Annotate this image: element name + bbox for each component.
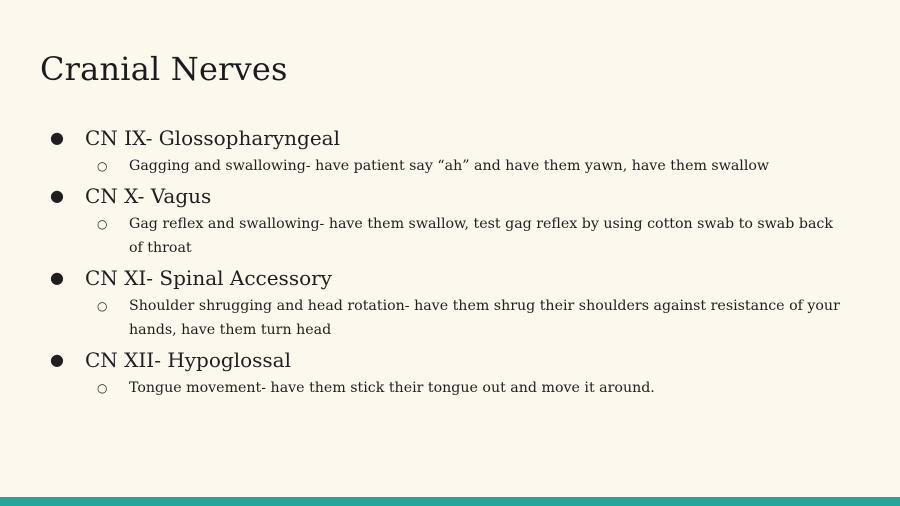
nerve-detail-item xyxy=(0,376,900,400)
nerve-detail: Gagging and swallowing- have patient say “ah” and have them yawn, have them swallow xyxy=(129,158,770,174)
nerve-name: CN XI- Spinal Accessory xyxy=(85,266,332,290)
nerve-detail-item xyxy=(0,154,900,178)
filled-bullet-icon: ● xyxy=(50,268,64,287)
hollow-bullet-icon: ○ xyxy=(97,381,108,395)
nerve-detail-item xyxy=(0,212,900,260)
nerve-detail: Tongue movement- have them stick their tongue out and move it around. xyxy=(129,380,655,396)
bullet-list xyxy=(0,122,900,402)
nerve-detail: Shoulder shrugging and head rotation- have them shrug their shoulders against resistance of your hands, have them turn head xyxy=(129,298,840,338)
nerve-name: CN X- Vagus xyxy=(85,184,212,208)
nerve-item xyxy=(0,262,900,294)
footer-accent-bar xyxy=(0,497,900,506)
nerve-name: CN XII- Hypoglossal xyxy=(85,348,291,372)
slide-title: Cranial Nerves xyxy=(40,50,288,88)
hollow-bullet-icon: ○ xyxy=(97,299,108,313)
nerve-item xyxy=(0,180,900,212)
nerve-detail: Gag reflex and swallowing- have them swallow, test gag reflex by using cotton swab to swab back of throat xyxy=(129,216,833,256)
nerve-detail-item xyxy=(0,294,900,342)
filled-bullet-icon: ● xyxy=(50,128,64,147)
hollow-bullet-icon: ○ xyxy=(97,217,108,231)
filled-bullet-icon: ● xyxy=(50,350,64,369)
hollow-bullet-icon: ○ xyxy=(97,159,108,173)
nerve-item xyxy=(0,344,900,376)
filled-bullet-icon: ● xyxy=(50,186,64,205)
nerve-name: CN IX- Glossopharyngeal xyxy=(85,126,340,150)
nerve-item xyxy=(0,122,900,154)
